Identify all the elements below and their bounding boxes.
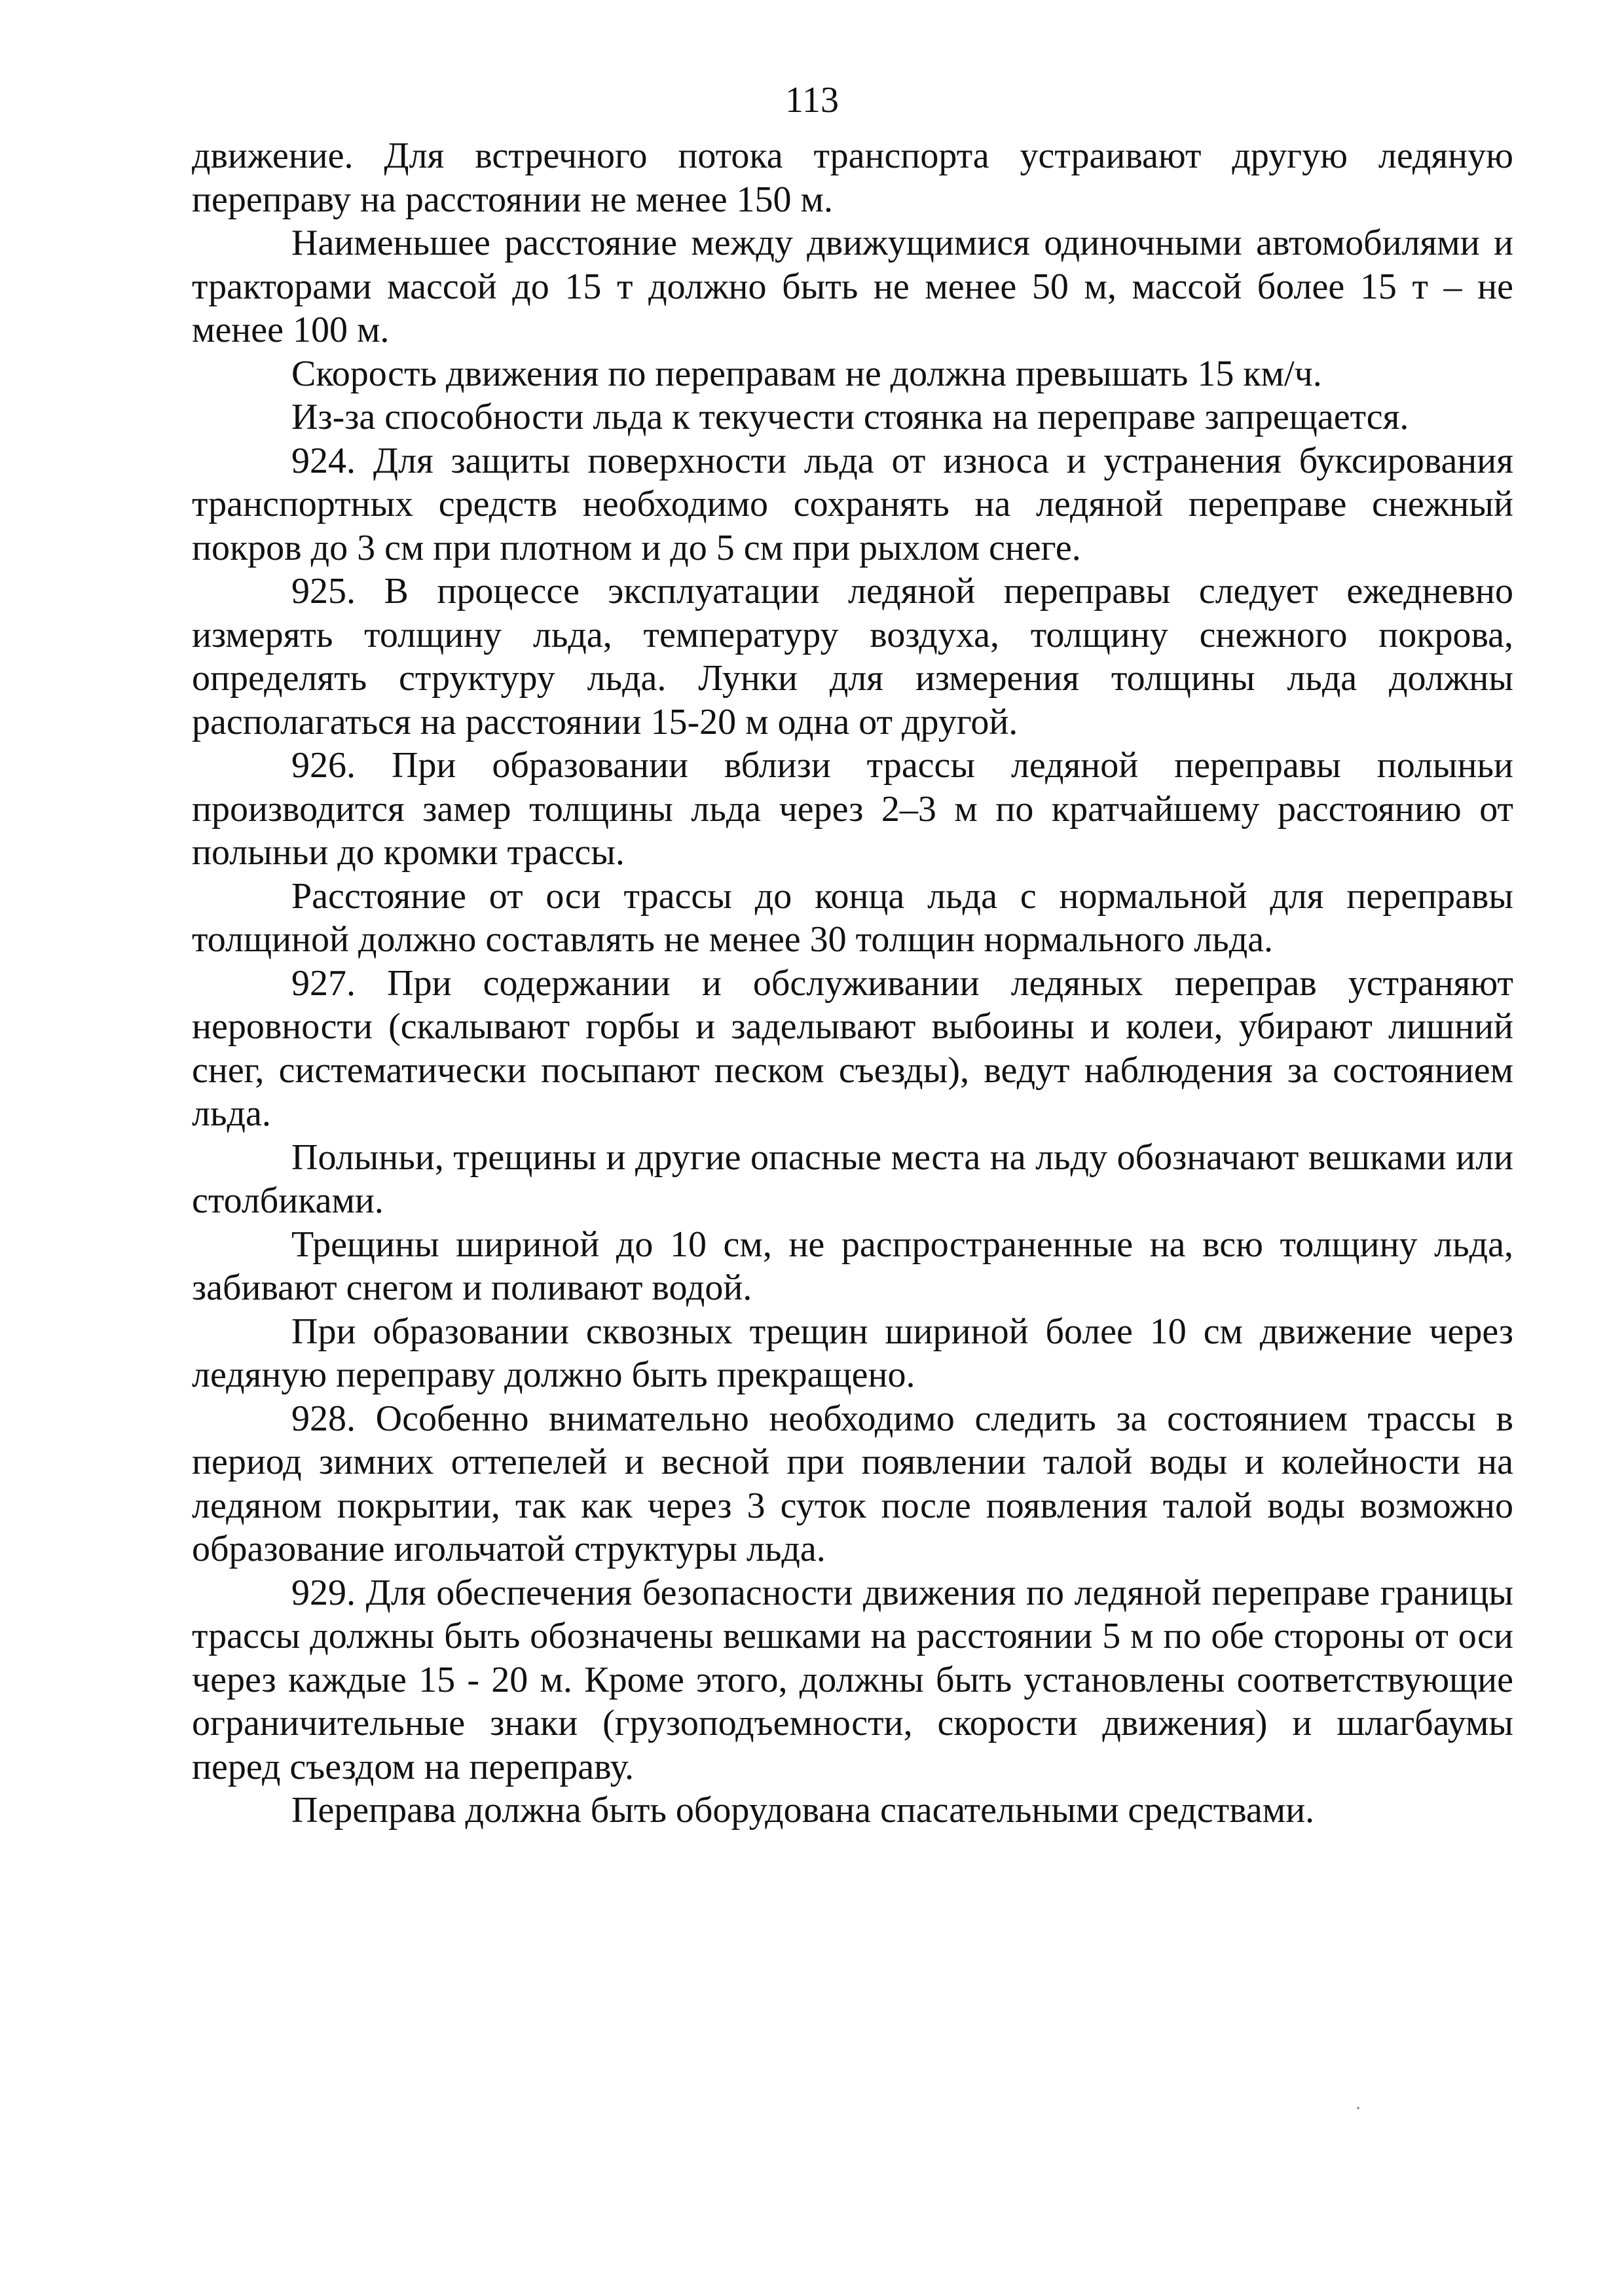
paragraph: Переправа должна быть оборудована спасательными средствами. bbox=[291, 1790, 1315, 1831]
scan-artifact bbox=[1357, 2107, 1359, 2109]
page-number: 113 bbox=[785, 80, 839, 120]
paragraph-item-926: 926. При образовании вблизи трассы ледяной переправы полыньи производится замер толщины льда через 2–3 м по кратчайшему расстоянию от полыньи до кромки трассы. bbox=[192, 745, 1513, 873]
paragraph: Полыньи, трещины и другие опасные места на льду обозначают вешками или столбиками. bbox=[192, 1137, 1513, 1221]
paragraph: Расстояние от оси трассы до конца льда с нормальной для переправы толщиной должно составлять не менее 30 толщин нормального льда. bbox=[192, 875, 1513, 960]
paragraph-item-927: 927. При содержании и обслуживании ледяных переправ устраняют неровности (скалывают горбы и заделывают выбоины и колеи, убирают лишний снег, систематически посыпают песком съезды), ведут наблюдения за состоянием льда. bbox=[192, 962, 1513, 1134]
paragraph-item-924: 924. Для защиты поверхности льда от износа и устранения буксирования транспортных средств необходимо сохранять на ледяной переправе снежный покров до 3 см при плотном и до 5 см при рыхлом снеге. bbox=[192, 440, 1513, 568]
paragraph: Из-за способности льда к текучести стоянка на переправе запрещается. bbox=[291, 397, 1409, 437]
paragraph-item-925: 925. В процессе эксплуатации ледяной переправы следует ежедневно измерять толщину льда, температуру воздуха, толщину снежного покрова, определять структуру льда. Лунки для измерения толщины льда должны располагаться на расстоянии 15-20 м одна от другой. bbox=[192, 571, 1513, 742]
paragraph: Скорость движения по переправам не должна превышать 15 км/ч. bbox=[291, 353, 1322, 394]
document-body bbox=[192, 134, 1513, 1832]
paragraph-item-928: 928. Особенно внимательно необходимо следить за состоянием трассы в период зимних оттепелей и весной при появлении талой воды и колейности на ледяном покрытии, так как через 3 суток после появления талой воды возможно образование игольчатой структуры льда. bbox=[192, 1398, 1513, 1569]
paragraph: При образовании сквозных трещин шириной более 10 см движение через ледяную переправу должно быть прекращено. bbox=[192, 1311, 1513, 1395]
paragraph: движение. Для встречного потока транспорта устраивают другую ледяную переправу на расстоянии не менее 150 м. bbox=[192, 136, 1513, 220]
paragraph: Наименьшее расстояние между движущимися одиночными автомобилями и тракторами массой до 15 т должно быть не менее 50 м, массой более 15 т – не менее 100 м. bbox=[192, 223, 1513, 350]
paragraph: Трещины шириной до 10 см, не распространенные на всю толщину льда, забивают снегом и поливают водой. bbox=[192, 1224, 1513, 1308]
paragraph-item-929: 929. Для обеспечения безопасности движения по ледяной переправе границы трассы должны быть обозначены вешками на расстоянии 5 м по обе стороны от оси через каждые 15 - 20 м. Кроме этого, должны быть установлены соответствующие ограничительные знаки (грузоподъемности, скорости движения) и шлагбаумы перед съездом на переправу. bbox=[192, 1572, 1513, 1787]
